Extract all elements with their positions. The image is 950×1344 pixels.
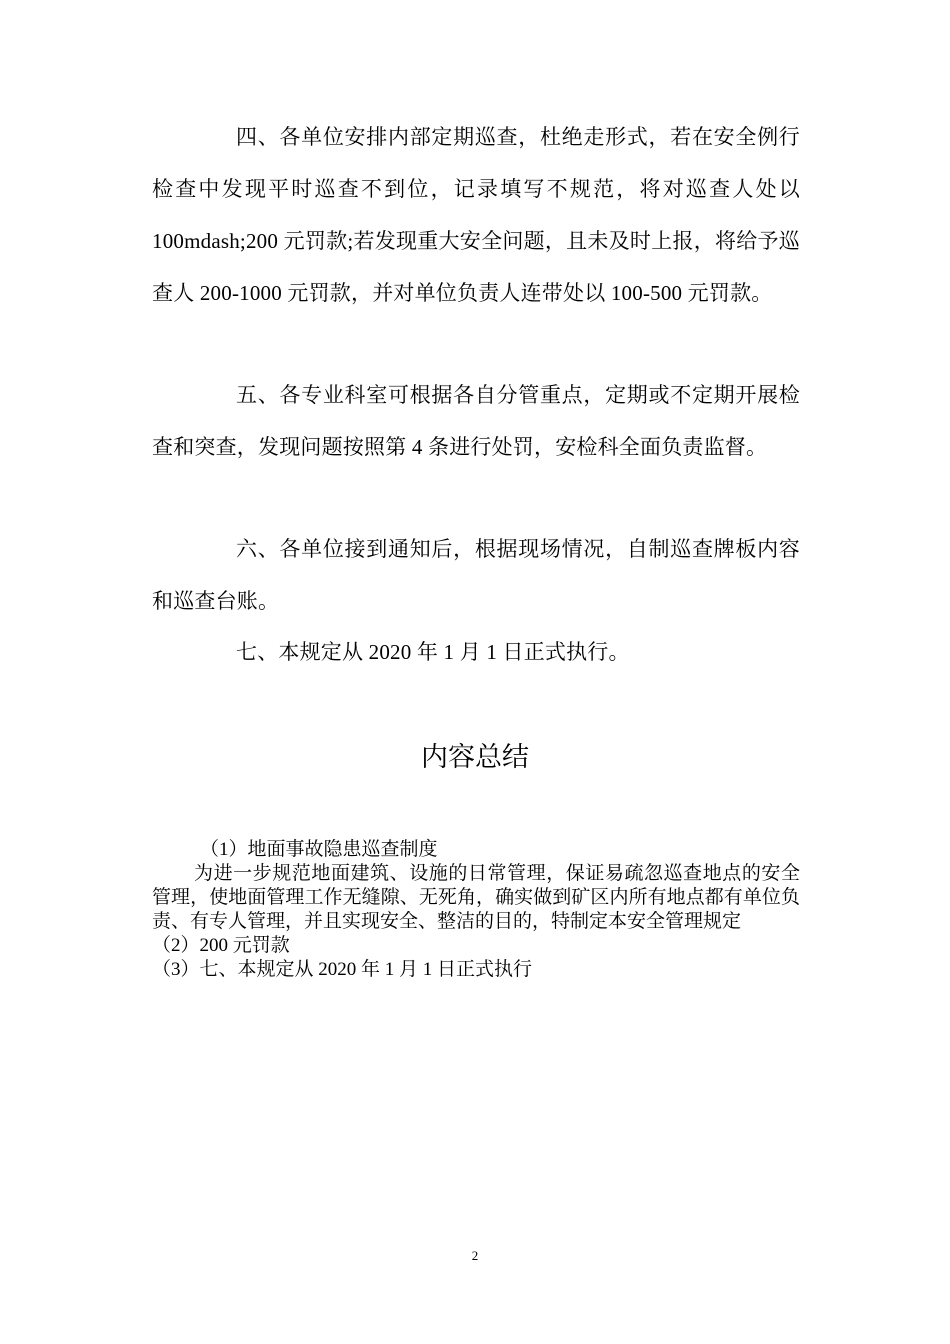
body-text: [152, 111, 800, 319]
paragraph-four: 四、各单位安排内部定期巡查，杜绝走形式，若在安全例行检查中发现平时巡查不到位，记录填写不规范，将对巡查人处以 100mdash;200 元罚款;若发现重大安全问题，且未及时上报，将给予巡查人 200-1000 元罚款，并对单位负责人连带处以 100-500 元罚款。: [152, 125, 800, 305]
body-text-five: [152, 369, 800, 473]
paragraph-five: 五、各专业科室可根据各自分管重点，定期或不定期开展检查和突查，发现问题按照第 4 条进行处罚，安检科全面负责监督。: [152, 383, 800, 459]
summary-section: [152, 838, 800, 982]
summary-item-1-body: 为进一步规范地面建筑、设施的日常管理，保证易疏忽巡查地点的安全管理，使地面管理工作无缝隙、无死角，确实做到矿区内所有地点都有单位负责、有专人管理，并且实现安全、整洁的目的，特制定本安全管理规定: [152, 863, 800, 932]
paragraph-six: 六、各单位接到通知后，根据现场情况，自制巡查牌板内容和巡查台账。: [152, 537, 800, 613]
body-text-seven: [152, 626, 800, 678]
paragraph-seven: 七、本规定从 2020 年 1 月 1 日正式执行。: [236, 640, 630, 664]
summary-item-1-heading: （1）地面事故隐患巡查制度: [200, 839, 438, 860]
summary-title: 内容总结: [421, 742, 529, 773]
summary-item-2: （2）200 元罚款: [152, 935, 290, 956]
page-number: 2: [471, 1248, 479, 1263]
summary-item-3: （3）七、本规定从 2020 年 1 月 1 日正式执行: [152, 959, 533, 980]
body-text-six: [152, 523, 800, 627]
